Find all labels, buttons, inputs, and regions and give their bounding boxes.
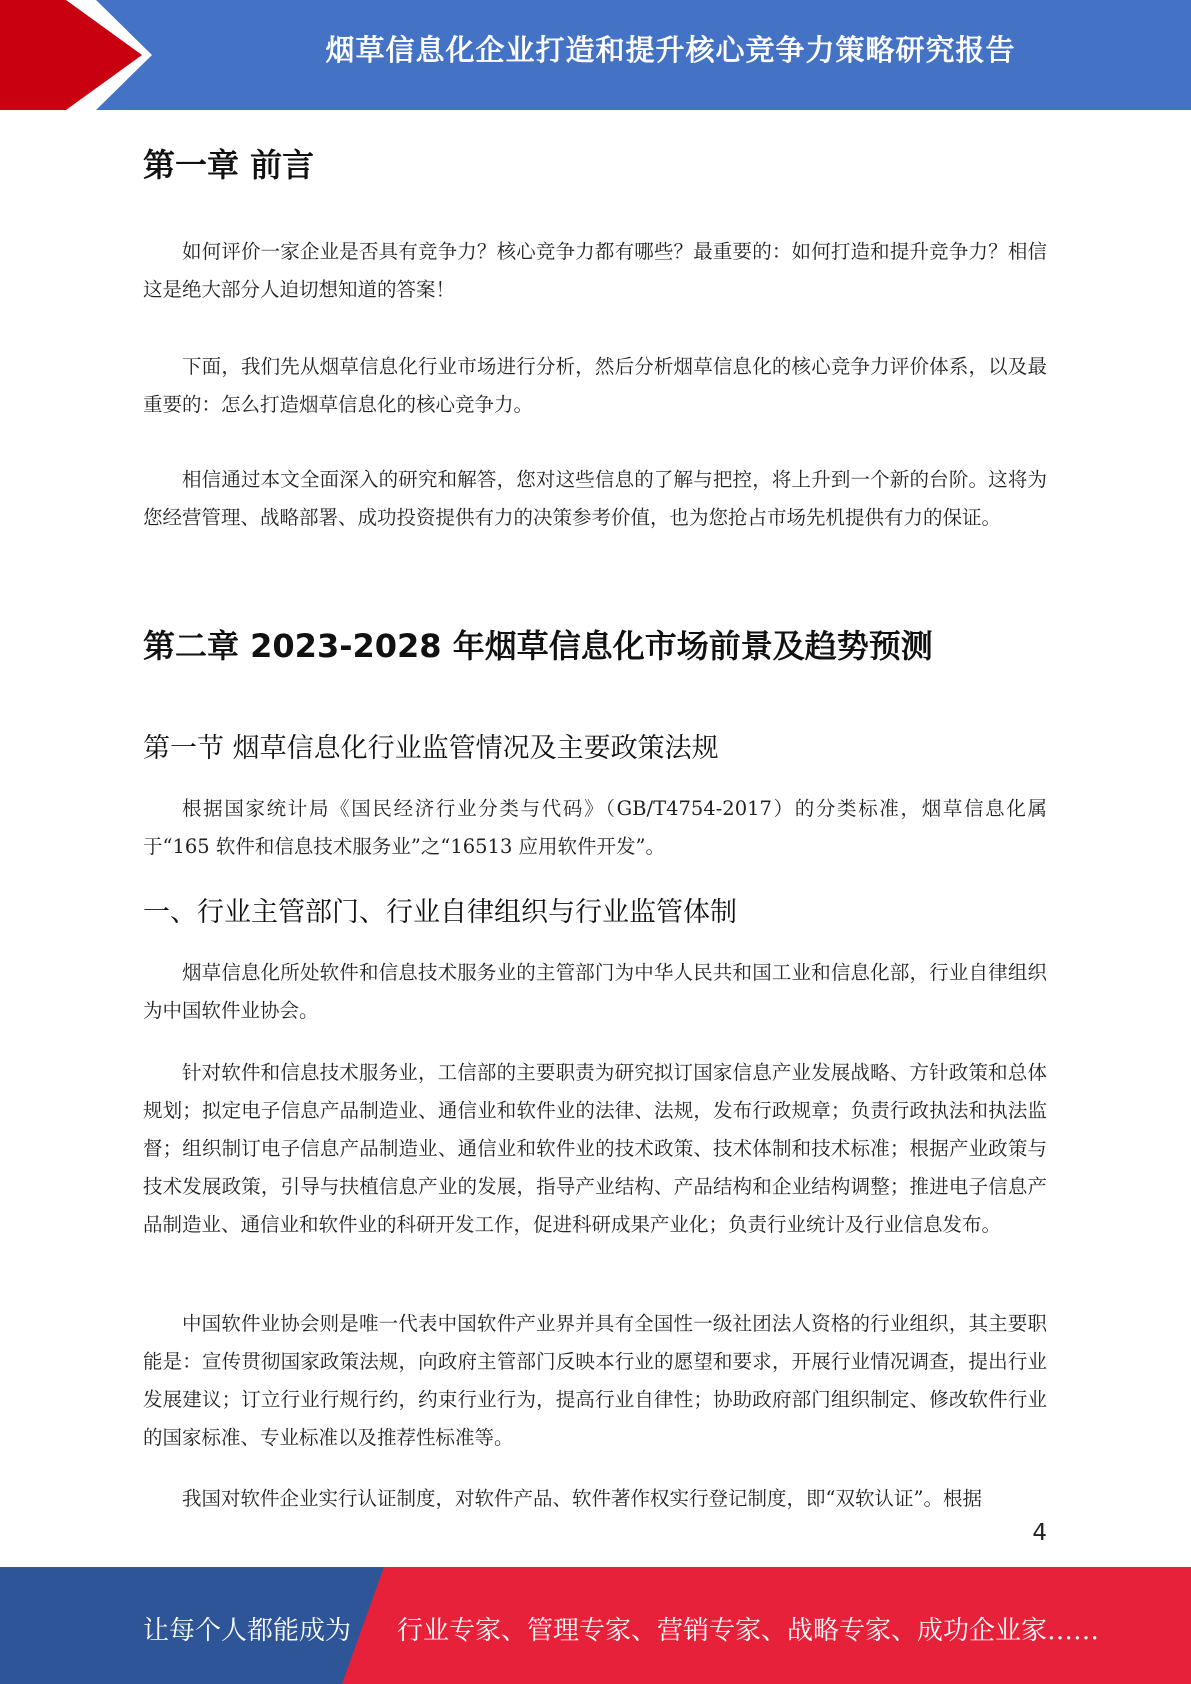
chapter-1-paragraph-1: 如何评价一家企业是否具有竞争力？核心竞争力都有哪些？最重要的：如何打造和提升竞争力？相信这是绝大部分人迫切想知道的答案！ <box>143 240 1047 301</box>
chapter-1-paragraph-2: 下面，我们先从烟草信息化行业市场进行分析，然后分析烟草信息化的核心竞争力评价体系，以及最重要的：怎么打造烟草信息化的核心竞争力。 <box>143 355 1047 416</box>
subsection-1-paragraph-3: 中国软件业协会则是唯一代表中国软件产业界并具有全国性一级社团法人资格的行业组织，其主要职能是：宣传贯彻国家政策法规，向政府主管部门反映本行业的愿望和要求，开展行业情况调查，提出行业发展建议；订立行业行规行约，约束行业行为，提高行业自律性；协助政府部门组织制定、修改软件行业的国家标准、专业标准以及推荐性标准等。 <box>143 1312 1047 1449</box>
chapter-2-heading: 第二章 2023-2028 年烟草信息化市场前景及趋势预测 <box>143 627 933 665</box>
subsection-1-paragraph-1: 烟草信息化所处软件和信息技术服务业的主管部门为中华人民共和国工业和信息化部，行业自律组织为中国软件业协会。 <box>143 961 1047 1022</box>
chapter-1-heading: 第一章 前言 <box>143 146 315 184</box>
footer-slogan-left: 让每个人都能成为 <box>143 1616 352 1646</box>
subsection-1-heading: 一、行业主管部门、行业自律组织与行业监管体制 <box>143 897 737 928</box>
section-1-heading: 第一节 烟草信息化行业监管情况及主要政策法规 <box>143 733 719 764</box>
subsection-1-paragraph-4: 我国对软件企业实行认证制度，对软件产品、软件著作权实行登记制度，即“双软认证”。根据 <box>182 1487 982 1510</box>
subsection-1-paragraph-2: 针对软件和信息技术服务业，工信部的主要职责为研究拟订国家信息产业发展战略、方针政策和总体规划；拟定电子信息产品制造业、通信业和软件业的法律、法规，发布行政规章；负责行政执法和执法监督；组织制订电子信息产品制造业、通信业和软件业的技术政策、技术体制和技术标准；根据产业政策与技术发展政策，引导与扶植信息产业的发展，指导产业结构、产品结构和企业结构调整；推进电子信息产品制造业、通信业和软件业的科研开发工作，促进科研成果产业化；负责行业统计及行业信息发布。 <box>143 1061 1047 1236</box>
report-title: 烟草信息化企业打造和提升核心竞争力策略研究报告 <box>325 33 1016 67</box>
chapter-1-paragraph-3: 相信通过本文全面深入的研究和解答，您对这些信息的了解与把控，将上升到一个新的台阶。这将为您经营管理、战略部署、成功投资提供有力的决策参考价值，也为您抢占市场先机提供有力的保证。 <box>143 468 1047 529</box>
page-number: 4 <box>1032 1520 1047 1546</box>
footer-slogan-right: 行业专家、管理专家、营销专家、战略专家、成功企业家…… <box>397 1616 1100 1646</box>
section-1-paragraph: 根据国家统计局《国民经济行业分类与代码》（GB/T4754-2017）的分类标准，烟草信息化属于“165 软件和信息技术服务业”之“16513 应用软件开发”。 <box>143 797 1047 858</box>
